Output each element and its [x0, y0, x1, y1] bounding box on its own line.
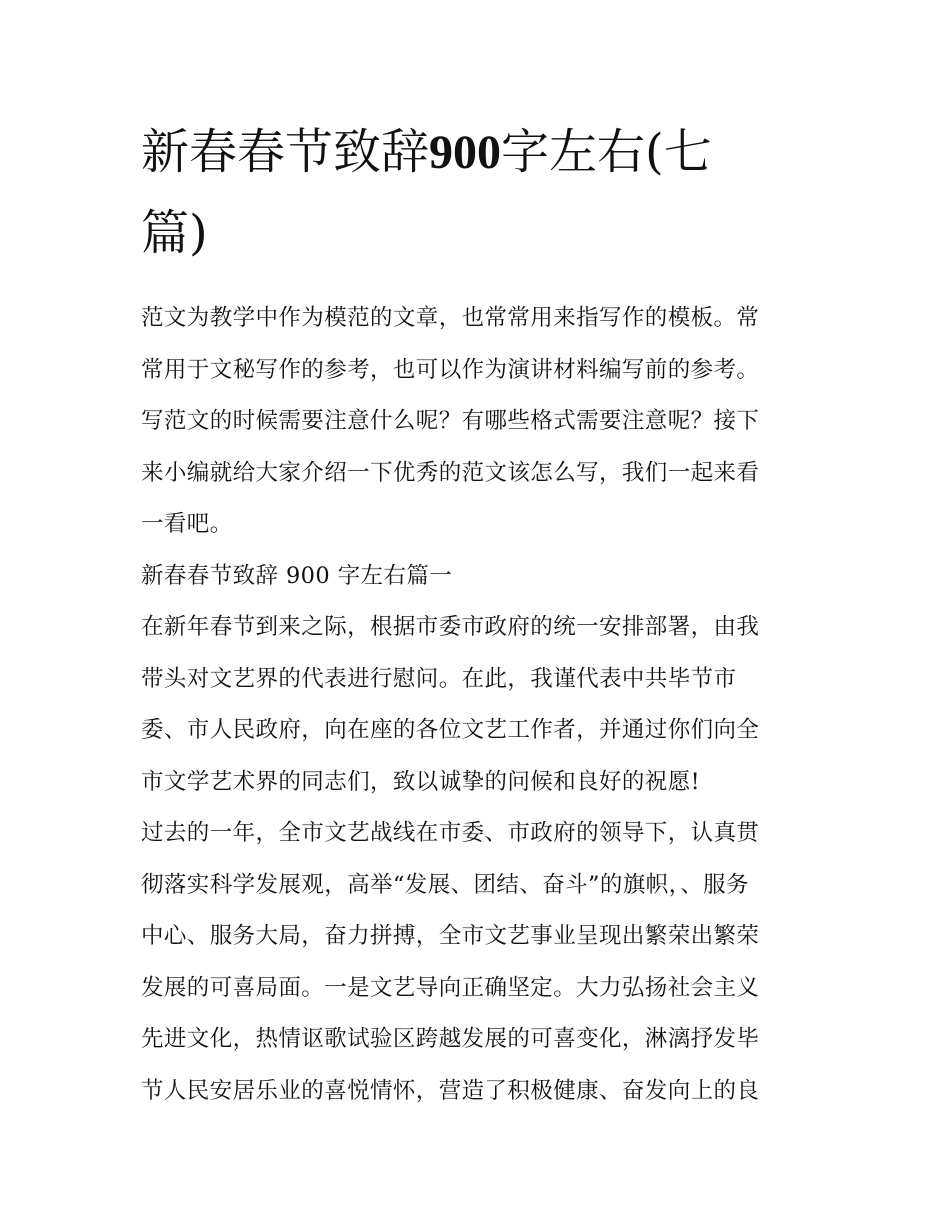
paragraph-2	[141, 808, 813, 1117]
document-title	[141, 112, 813, 273]
intro-line: 范文为教学中作为模范的文章，也常常用来指写作的模板。常	[141, 305, 760, 331]
paragraph-line: 过去的一年，全市文艺战线在市委、市政府的领导下，认真贯	[141, 820, 760, 846]
intro-line: 一看吧。	[141, 511, 233, 537]
paragraph-line: 带头对文艺界的代表进行慰问。在此，我谨代表中共毕节市	[141, 665, 737, 692]
paragraph-line: 先进文化，热情讴歌试验区跨越发展的可喜变化，淋漓抒发毕	[141, 1026, 760, 1052]
paragraph-line: 中心、服务大局，奋力拼搏，全市文艺事业呈现出繁荣出繁荣	[141, 923, 760, 949]
title-line-2: 篇)	[141, 205, 208, 261]
title-number: 900	[429, 126, 502, 179]
document-body	[141, 293, 813, 1117]
paragraph-line: 节人民安居乐业的喜悦情怀，营造了积极健康、奋发向上的良	[141, 1077, 760, 1104]
paragraph-1	[141, 602, 813, 808]
paragraph-line: 发展的可喜局面。一是文艺导向正确坚定。大力弘扬社会主义	[141, 974, 760, 1001]
intro-line: 常用于文秘写作的参考，也可以作为演讲材料编写前的参考。	[141, 356, 760, 383]
document-content	[141, 112, 813, 1117]
paragraph-line: 彻落实科学发展观，高举“发展、团结、奋斗”的旗帜，、服务	[141, 871, 749, 898]
paragraph-line: 在新年春节到来之际，根据市委市政府的统一安排部署，由我	[141, 614, 760, 640]
intro-line: 来小编就给大家介绍一下优秀的范文该怎么写，我们一起来看	[141, 459, 760, 486]
paragraph-line: 委、市人民政府，向在座的各位文艺工作者，并通过你们向全	[141, 717, 760, 743]
intro-paragraph	[141, 293, 813, 551]
title-text-suffix: 字左右(七	[501, 124, 712, 180]
title-text-prefix: 新春春节致辞	[141, 124, 430, 180]
paragraph-line: 市文学艺术界的同志们，致以诚挚的问候和良好的祝愿!	[141, 768, 701, 795]
intro-line: 写范文的时候需要注意什么呢？有哪些格式需要注意呢？接下	[141, 408, 760, 434]
section-heading: 新春春节致辞 900 字左右篇一	[141, 562, 453, 589]
